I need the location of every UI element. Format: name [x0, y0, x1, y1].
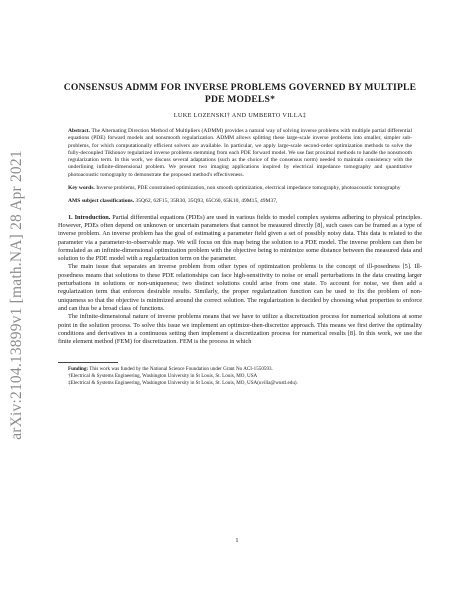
abstract-text: The Alternating Direction Method of Multipliers (ADMM) provides a natural way of solving inverse problems with multiple partial differential equations (PDE) forward models and nonsmooth regularization. ADMM allows splitting these large-scale inverse problems into smaller, simpler sub-problems, for which computationally efficient solvers are available. In particular, we apply large-scale second-order optimization methods to solve the fully-decoupled Tikhonov regularized inverse problems stemming from each PDE forward model. We use fast proximal methods to handle the nonsmooth regularization term. In this work, we discuss several adaptations (such as the choice of the consensus norm) needed to maintain consistency with the underlining infinite-dimensional problem. We present two imaging applications inspired by electrical impedance tomography and quantitative photoacoustic tomography to demonstrate the proposed method's effectiveness.: [68, 128, 412, 178]
keywords: [68, 185, 412, 192]
ams-classifications: [68, 198, 412, 205]
page-number: 1: [235, 537, 239, 544]
introduction-section: [58, 214, 422, 347]
intro-paragraph-3: The infinite-dimensional nature of inverse problems means that we have to utilize a discretization process for numerical solutions at some point in the solution process. To solve this issue we implement an optimize-then-discretize approach. This means we first derive the optimality conditions and derivatives in a continuous setting then implement a discretization process for numerical results [8]. In this work, we use the finite element method (FEM) for discretization. FEM is the process in which: [58, 313, 422, 346]
abstract: [68, 128, 412, 179]
footnote-author-2: ‡Electrical & Systems Engineering, Washington University in St Louis, St. Louis, MO, USA(uvilla@wustl.edu).: [68, 379, 298, 386]
footnote-funding: [58, 366, 422, 373]
section-heading: 1. Introduction.: [68, 213, 111, 221]
funding-label: Funding:: [68, 366, 89, 373]
footnotes: [58, 366, 422, 386]
keywords-label: Key words.: [68, 185, 95, 192]
paper-page: [58, 82, 422, 387]
paper-authors: LUKE LOZENSKI† AND UMBERTO VILLA‡: [173, 112, 307, 119]
intro-p1-text: Partial differential equations (PDEs) are used in various fields to model complex systems adhering to physical principles. However, PDEs often depend on unknown or uncertain parameters that cannot be measured directly [8], such cases can be framed as a type of inverse problem. An inverse problem has the goal of estimating a parameter field given a set of possibly noisy data. This data is related to the parameter via a parameter-to-observable map. We will focus on this map being the solution to a PDE model. The inverse problem can then be formulated as an infinite-dimensional optimization problem with the objective being to minimize some distance between the measured data and solution to the PDE model with a regularization term on the parameter.: [58, 213, 423, 263]
intro-paragraph-1: [58, 214, 422, 264]
keywords-text: Inverse problems, PDE constrained optimization, non smooth optimization, electrical impedance tomography, photoacoustic tomography: [96, 185, 401, 192]
footnote-author-1: †Electrical & Systems Engineering, Washington University in St Louis, St. Louis, MO, USA: [68, 373, 258, 380]
arxiv-identifier-stamp: [6, 60, 28, 530]
abstract-label: Abstract.: [68, 128, 91, 134]
paper-title: CONSENSUS ADMM FOR INVERSE PROBLEMS GOVERNED BY MULTIPLE PDE MODELS*: [63, 82, 417, 105]
funding-text: This work was funded by the National Science Foundation under Grant No ACI-1550593.: [89, 366, 273, 373]
ams-text: 35Q62, 62F15, 35R30, 35Q93, 65C60, 65K10, 49M15, 49M37,: [135, 198, 278, 205]
footnote-divider: [58, 362, 118, 363]
intro-paragraph-2: The main issue that separates an inverse problem from other types of optimization problems is the concept of ill-posedness [5]. Ill-posedness means that solutions to these PDE relationships can face high-sensitivity to noise or small perturbations in the data creating larger perturbations in solutions or non-uniqueness; two distinct solutions could arise from one state. To account for noise, we then add a regularization term that enforces desirable results. Similarly, the proper regularization function can be used to fix the problem of non-uniqueness so that the objective is minimized around the correct solution. The regularization is decided by choosing what properties to enforce and can thus be a broad class of functions.: [58, 263, 422, 312]
ams-label: AMS subject classifications.: [68, 198, 135, 205]
arxiv-id-text: arXiv:2104.13899v1 [math.NA] 28 Apr 2021: [8, 150, 25, 440]
